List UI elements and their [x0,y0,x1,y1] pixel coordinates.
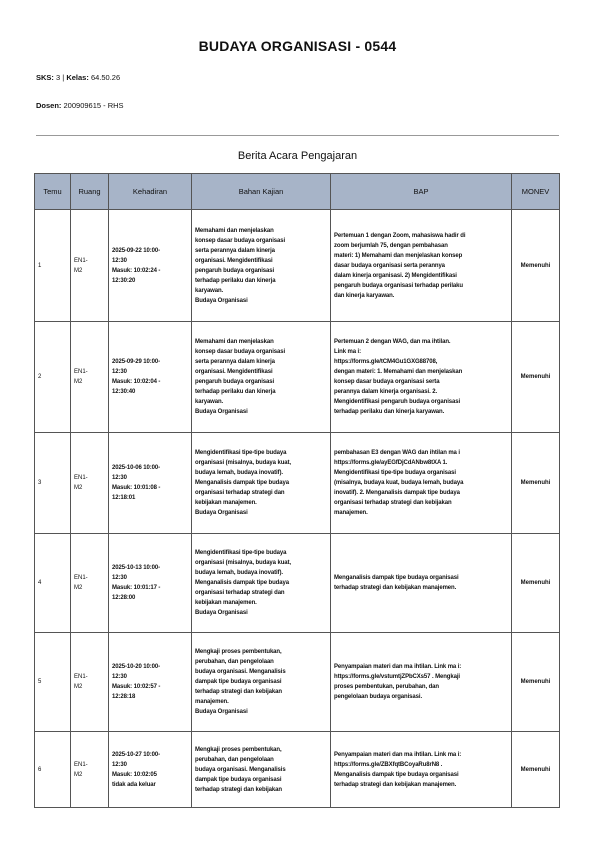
cell-kehadiran-line: tidak ada keluar [112,781,156,788]
cell-bahan-kajian-line: Memahami dan menjelaskan [195,227,274,234]
table-row [35,633,560,732]
cell-bap-line: inovatif). 2. Menganalisis dampak tipe budaya [334,490,460,496]
cell-bap-line: perannya dalam kinerja organisasi. 2. [334,389,438,395]
course-meta [36,73,120,82]
cell-bap-line: https://forms.gle/tCM4Gu1GXG88708, [334,359,438,365]
cell-bap-line: manajemen. [334,510,368,516]
cell-kehadiran-line: Masuk: 10:02:24 - [112,267,161,274]
cell-bahan-kajian-line: dampak tipe budaya organisasi [195,776,282,783]
table-row [35,210,560,322]
cell-temu: 6 [35,732,71,808]
cell-kehadiran-line: 12:30 [112,575,127,581]
cell-kehadiran-line: 12:30 [112,475,127,481]
cell-kehadiran-line: 2025-10-13 10:00- [112,565,161,571]
cell-bahan-kajian-line: organisasi terhadap strategi dan [195,490,285,496]
cell-temu: 4 [35,534,71,633]
cell-ruang-line: M2 [74,771,83,778]
cell-monev: Memenuhi [512,732,560,808]
cell-bahan-kajian [192,732,331,808]
cell-bap-line: dalam kinerja organisasi. 2) Mengidentifikasi [334,272,457,279]
cell-kehadiran [109,534,192,633]
cell-bap-line: pengaruh budaya organisasi terhadap perilaku [334,282,463,289]
cell-bahan-kajian [192,433,331,534]
cell-kehadiran-line: 2025-10-06 10:00- [112,465,161,471]
cell-kehadiran-line: 2025-09-29 10:00- [112,359,161,365]
cell-bap [331,433,512,534]
cell-bap-line: proses pembentukan, perubahan, dan [334,684,439,690]
cell-bahan-kajian-line: Budaya Organisasi [195,709,248,715]
cell-bap-line: Pertemuan 2 dengan WAG, dan ma ihtilan. [334,339,451,345]
cell-bap [331,534,512,633]
column-header-monev: MONEV [512,174,560,210]
cell-bap [331,210,512,322]
cell-kehadiran-line: 12:30 [112,257,127,264]
cell-bahan-kajian-line: Menganalisis dampak tipe budaya [195,580,289,586]
cell-ruang [71,210,109,322]
cell-bahan-kajian-line: karyawan. [195,399,224,405]
cell-kehadiran [109,433,192,534]
cell-ruang [71,633,109,732]
cell-bahan-kajian-line: karyawan. [195,287,224,294]
cell-bahan-kajian-line: Memahami dan menjelaskan [195,339,274,345]
dosen-label: Dosen: [36,101,62,110]
cell-kehadiran-line: 2025-10-20 10:00- [112,664,161,670]
cell-bahan-kajian-line: Menganalisis dampak tipe budaya [195,480,289,486]
cell-kehadiran-line: 12:30 [112,369,127,375]
cell-bahan-kajian-line: Budaya Organisasi [195,610,248,616]
cell-bap-line: https://forms.gle/ayEGfDjCdANbw8tXA 1. [334,460,448,466]
cell-bahan-kajian-line: dampak tipe budaya organisasi [195,679,282,685]
cell-ruang-line: M2 [74,585,83,591]
cell-bahan-kajian [192,322,331,433]
cell-monev: Memenuhi [512,322,560,433]
cell-bap [331,633,512,732]
cell-bap-line: terhadap perilaku dan kinerja karyawan. [334,409,445,415]
cell-bahan-kajian-line: Budaya Organisasi [195,510,248,516]
cell-ruang-line: M2 [74,379,83,385]
cell-bahan-kajian-line: organisasi (misalnya, budaya kuat, [195,460,291,466]
cell-monev: Memenuhi [512,210,560,322]
cell-bahan-kajian-line: konsep dasar budaya organisasi [195,349,286,355]
cell-kehadiran-line: 12:30 [112,674,127,680]
cell-kehadiran-line: 12:18:01 [112,495,136,501]
cell-ruang-line: EN1- [74,475,88,481]
cell-kehadiran-line: 12:30:20 [112,277,136,284]
cell-bap-line: materi: 1) Memahami dan menjelaskan konsep [334,252,463,259]
cell-bap-line: Mengidentifikasi pengaruh budaya organisasi [334,399,461,405]
cell-ruang [71,732,109,808]
cell-bahan-kajian-line: Mengidentifikasi tipe-tipe budaya [195,450,287,456]
table-row [35,732,560,808]
cell-bap-line: Menganalisis dampak tipe budaya organisasi [334,575,459,581]
column-header-kehadiran: Kehadiran [109,174,192,210]
cell-bahan-kajian-line: Mengkaji proses pembentukan, [195,649,282,655]
cell-bahan-kajian-line: Mengkaji proses pembentukan, [195,746,282,753]
sks-label: SKS: [36,73,54,82]
cell-ruang [71,433,109,534]
cell-ruang-line: EN1- [74,257,88,264]
cell-bahan-kajian-line: organisasi (misalnya, budaya kuat, [195,560,291,566]
cell-ruang [71,534,109,633]
cell-bahan-kajian-line: konsep dasar budaya organisasi [195,237,286,244]
cell-monev: Memenuhi [512,633,560,732]
cell-kehadiran-line: Masuk: 10:01:08 - [112,485,161,491]
kelas-value: 64.50.26 [90,73,121,82]
cell-bahan-kajian-line: terhadap strategi dan kebijakan [195,689,282,695]
meta-separator: | [62,73,65,82]
cell-monev: Memenuhi [512,433,560,534]
cell-bahan-kajian-line: budaya organisasi. Menganalisis [195,766,286,773]
header-divider [36,135,559,136]
cell-kehadiran-line: 12:28:18 [112,694,136,700]
cell-ruang-line: EN1- [74,575,88,581]
cell-bahan-kajian-line: budaya lemah, budaya inovatif). [195,570,283,576]
cell-bahan-kajian-line: kebijakan manajemen. [195,600,257,606]
lecturer-meta [36,101,124,110]
cell-bahan-kajian-line: organisasi. Mengidentifikasi [195,369,273,375]
cell-bahan-kajian-line: perubahan, dan pengelolaan [195,659,274,665]
cell-bahan-kajian-line: budaya lemah, budaya inovatif). [195,470,283,476]
column-header-bahan-kajian: Bahan Kajian [192,174,331,210]
cell-temu: 3 [35,433,71,534]
cell-bap-line: Link ma i: [334,349,362,355]
cell-bap-line: Penyampaian materi dan ma ihtilan. Link ma i: [334,664,462,670]
cell-bap-line: (misalnya, budaya kuat, budaya lemah, budaya [334,480,464,486]
cell-bap-line: dasar budaya organisasi serta perannya [334,262,445,269]
cell-bahan-kajian-line: Mengidentifikasi tipe-tipe budaya [195,550,287,556]
cell-bahan-kajian-line: organisasi. Mengidentifikasi [195,257,273,264]
cell-kehadiran-line: 12:28:00 [112,595,136,601]
cell-ruang-line: EN1- [74,674,88,680]
cell-bap [331,732,512,808]
cell-bap [331,322,512,433]
cell-bahan-kajian [192,534,331,633]
cell-temu: 5 [35,633,71,732]
cell-bahan-kajian-line: pengaruh budaya organisasi [195,267,275,274]
cell-bap-line: pengelolaan budaya organisasi. [334,694,423,700]
cell-bap-line: konsep dasar budaya organisasi serta [334,379,440,385]
cell-bap-line: pembahasan E3 dengan WAG dan ihtilan ma i [334,450,460,456]
column-header-ruang: Ruang [71,174,109,210]
cell-bap-line: https://forms.gle/ZBXfqtBCoyaRu8rN8 . [334,761,443,768]
cell-bap-line: dan kinerja karyawan. [334,292,395,299]
cell-bahan-kajian-line: Budaya Organisasi [195,409,248,415]
cell-kehadiran [109,210,192,322]
bap-table [34,173,560,808]
cell-kehadiran [109,322,192,433]
cell-bap-line: zoom berjumlah 75, dengan pembahasan [334,242,448,249]
cell-temu: 1 [35,210,71,322]
cell-kehadiran-line: Masuk: 10:02:04 - [112,379,161,385]
cell-ruang-line: M2 [74,684,83,690]
cell-bahan-kajian-line: manajemen. [195,699,229,705]
cell-bahan-kajian-line: terhadap perilaku dan kinerja [195,277,276,284]
section-title: Berita Acara Pengajaran [237,150,358,162]
kelas-label: Kelas: [66,73,89,82]
cell-kehadiran [109,732,192,808]
cell-bap-line: Mengidentifikasi tipe-tipe budaya organisasi [334,470,456,476]
table-header-row [35,174,560,210]
cell-bap-line: Pertemuan 1 dengan Zoom, mahasiswa hadir di [334,232,466,239]
cell-ruang [71,322,109,433]
cell-bahan-kajian-line: serta perannya dalam kinerja [195,359,275,365]
cell-bap-line: Menganalisis dampak tipe budaya organisasi [334,771,459,778]
cell-bahan-kajian-line: kebijakan manajemen. [195,500,257,506]
cell-bap-line: https://forms.gle/vstumtjZPbCXs57 . Mengkaji [334,674,460,680]
table-row [35,534,560,633]
cell-bahan-kajian-line: pengaruh budaya organisasi [195,379,275,385]
cell-bahan-kajian [192,633,331,732]
cell-ruang-line: M2 [74,485,83,491]
cell-bap-line: Penyampaian materi dan ma ihtilan. Link ma i: [334,751,462,758]
cell-monev: Memenuhi [512,534,560,633]
cell-bahan-kajian-line: terhadap strategi dan kebijakan [195,786,282,793]
cell-bahan-kajian-line: organisasi terhadap strategi dan [195,590,285,596]
sks-value: 3 [56,73,61,82]
cell-bap-line: terhadap strategi dan kebijakan manajemen. [334,781,457,788]
dosen-value: 200909615 - RHS [63,101,124,110]
cell-bap-line: dengan materi: 1. Memahami dan menjelaskan [334,369,463,375]
cell-ruang-line: EN1- [74,369,88,375]
cell-kehadiran-line: Masuk: 10:01:17 - [112,585,161,591]
column-header-bap: BAP [331,174,512,210]
cell-kehadiran-line: 2025-10-27 10:00- [112,751,161,758]
cell-kehadiran-line: 12:30 [112,761,127,768]
cell-bahan-kajian-line: budaya organisasi. Menganalisis [195,669,286,675]
cell-bahan-kajian-line: serta perannya dalam kinerja [195,247,275,254]
document-title: BUDAYA ORGANISASI - 0544 [198,38,397,54]
cell-ruang-line: M2 [74,267,83,274]
cell-bap-line: organisasi terhadap strategi dan kebijakan [334,500,452,506]
table-row [35,433,560,534]
cell-bahan-kajian [192,210,331,322]
cell-kehadiran-line: 2025-09-22 10:00- [112,247,161,254]
table-row [35,322,560,433]
cell-bap-line: terhadap strategi dan kebijakan manajemen. [334,585,457,591]
cell-kehadiran-line: Masuk: 10:02:05 [112,771,157,778]
cell-bahan-kajian-line: perubahan, dan pengelolaan [195,756,274,763]
column-header-temu: Temu [35,174,71,210]
cell-kehadiran-line: Masuk: 10:02:57 - [112,684,161,690]
cell-temu: 2 [35,322,71,433]
cell-kehadiran [109,633,192,732]
cell-kehadiran-line: 12:30:40 [112,389,136,395]
cell-bahan-kajian-line: terhadap perilaku dan kinerja [195,389,276,395]
cell-ruang-line: EN1- [74,761,88,768]
cell-bahan-kajian-line: Budaya Organisasi [195,297,248,304]
